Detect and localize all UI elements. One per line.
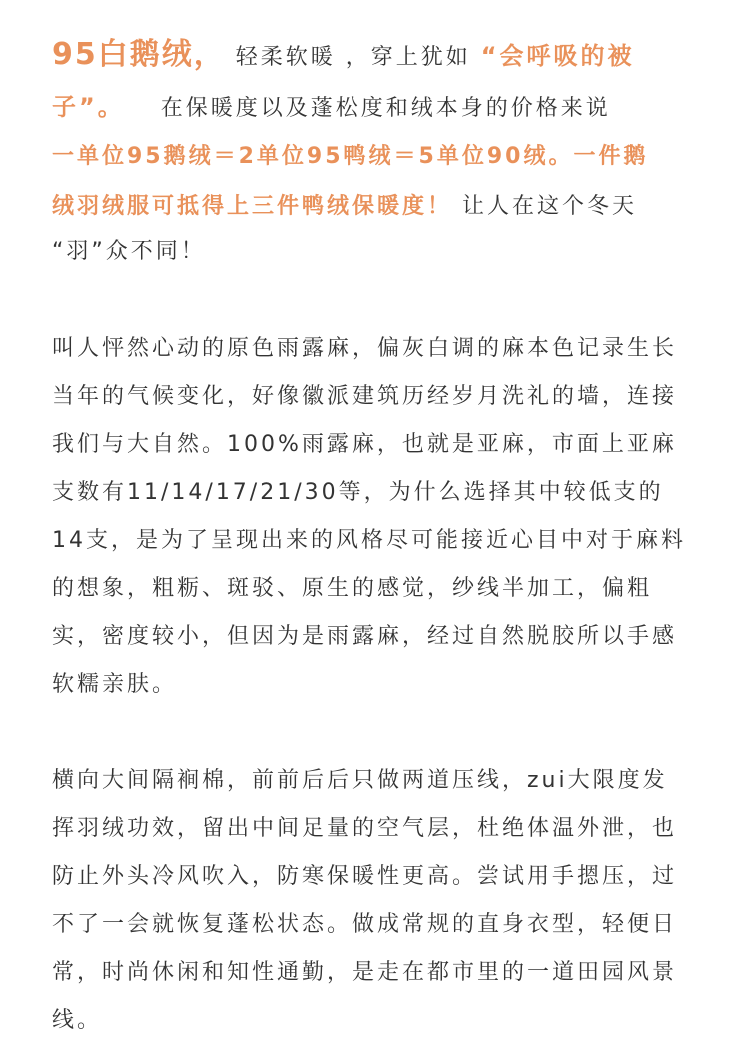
paragraph3-line: 防止外头冷风吹入，防寒保暖性更高。尝试用手摁压，过 xyxy=(52,864,678,889)
paragraph3-line: 线。 xyxy=(52,1008,103,1033)
highlight-quote: “会呼吸的被 xyxy=(480,42,635,70)
paragraph3-line: 常，时尚休闲和知性通勤，是走在都市里的一道田园风景 xyxy=(52,960,678,985)
intro-text: 在保暖度以及蓬松度和绒本身的价格来说 xyxy=(160,96,611,121)
intro-text: 轻柔软暖 ，穿上犹如 xyxy=(235,45,471,70)
intro-line-5 xyxy=(52,237,206,267)
paragraph2-line: 实，密度较小，但因为是雨露麻，经过自然脱胶所以手感 xyxy=(52,624,678,649)
paragraph2-line: 我们与大自然。100%雨露麻，也就是亚麻，市面上亚麻 xyxy=(52,432,677,457)
paragraph2-line: 支数有11/14/17/21/30等，为什么选择其中较低支的 xyxy=(52,480,664,505)
highlight-quote-end: 子”。 xyxy=(52,93,125,121)
intro-line-1 xyxy=(52,37,635,73)
intro-text: 让人在这个冬天 xyxy=(462,194,638,219)
paragraph2-line: 当年的气候变化，好像徽派建筑历经岁月洗礼的墙，连接 xyxy=(52,384,678,409)
highlight-goose-down-title: 95白鹅绒， xyxy=(52,37,226,72)
paragraph2-line: 软糯亲肤。 xyxy=(52,672,178,697)
paragraph3-line: 横向大间隔裥棉，前前后后只做两道压线，zui大限度发 xyxy=(52,768,668,793)
highlight-warmth-claim: 绒羽绒服可抵得上三件鸭绒保暖度！ xyxy=(52,194,453,219)
intro-text: “羽”众不同！ xyxy=(52,239,206,264)
paragraph3-line: 挥羽绒功效，留出中间足量的空气层，杜绝体温外泄，也 xyxy=(52,816,678,841)
intro-line-4 xyxy=(52,192,637,222)
paragraph2-line: 叫人怦然心动的原色雨露麻，偏灰白调的麻本色记录生长 xyxy=(52,336,678,361)
highlight-unit-equivalence: 一单位95鹅绒＝2单位95鸭绒＝5单位90绒。一件鹅 xyxy=(52,144,649,169)
intro-line-3 xyxy=(52,142,648,172)
paragraph3-line: 不了一会就恢复蓬松状态。做成常规的直身衣型，轻便日 xyxy=(52,912,678,937)
intro-line-2 xyxy=(52,92,611,124)
paragraph2-line: 14支，是为了呈现出来的风格尽可能接近心目中对于麻料 xyxy=(52,528,686,553)
paragraph2-line: 的想象，粗粝、斑驳、原生的感觉，纱线半加工，偏粗 xyxy=(52,576,653,601)
